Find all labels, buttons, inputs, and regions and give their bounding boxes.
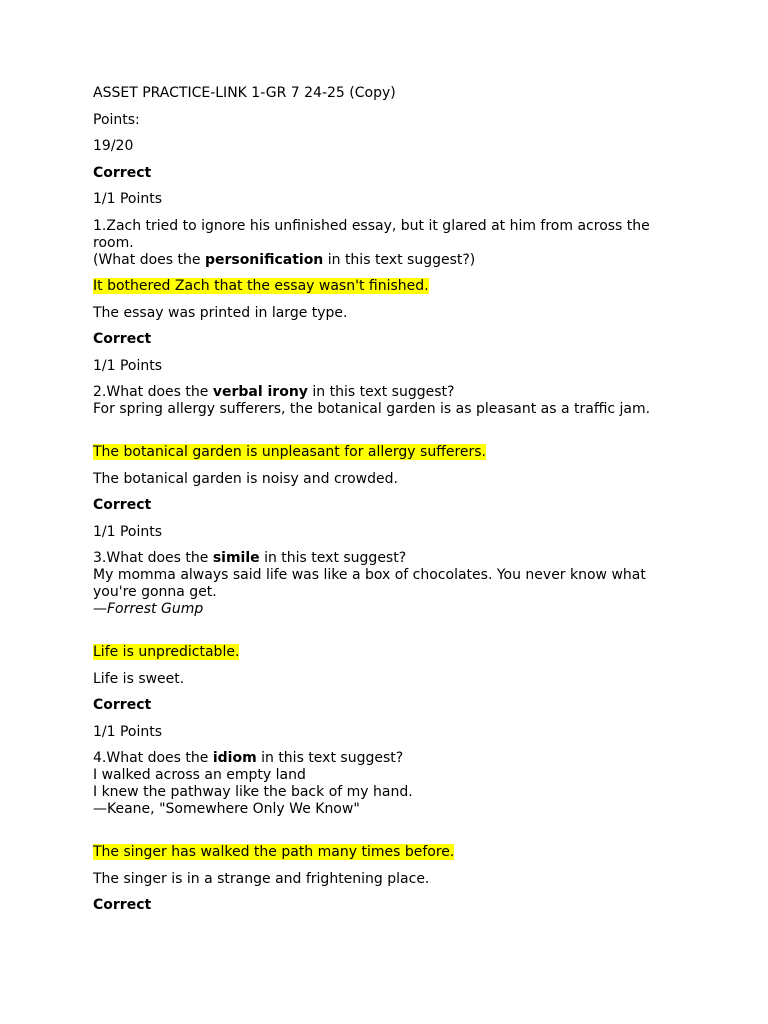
question-term: idiom bbox=[212, 750, 257, 766]
question-block-3 bbox=[93, 497, 673, 688]
points-value: 1/1 Points bbox=[93, 357, 163, 374]
other-answer: The botanical garden is noisy and crowded. bbox=[93, 470, 398, 487]
selected-answer: It bothered Zach that the essay wasn't finished. bbox=[93, 278, 429, 294]
status-correct: Correct bbox=[93, 331, 152, 347]
question-text: 2.What does the verbal irony in this text suggest? For spring allergy sufferers, the botanical garden is as pleasant as a traffic jam. bbox=[93, 384, 651, 417]
other-answer: Life is sweet. bbox=[93, 670, 185, 687]
status-correct: Correct bbox=[93, 897, 152, 913]
points-value: 1/1 Points bbox=[93, 191, 163, 207]
status-correct: Correct bbox=[93, 697, 152, 713]
selected-answer: The singer has walked the path many times before. bbox=[93, 844, 455, 860]
status-correct: Correct bbox=[93, 164, 152, 181]
other-answer: The singer is in a strange and frightening place. bbox=[93, 870, 430, 887]
selected-answer: Life is unpredictable. bbox=[93, 644, 240, 660]
document-content bbox=[93, 85, 673, 924]
points-value: 1/1 Points bbox=[93, 723, 163, 740]
question-text: 4.What does the idiom in this text suggest? I walked across an empty land I knew the pathway like the back of my hand. —Keane, "Somewhere Only We Know" bbox=[93, 750, 413, 817]
question-text: 3.What does the simile in this text suggest? My momma always said life was like a box of chocolates. You never know what you're gonna get. —Forrest Gump bbox=[93, 550, 646, 617]
points-value: 1/1 Points bbox=[93, 523, 163, 540]
status-correct: Correct bbox=[93, 497, 152, 513]
question-block-1 bbox=[93, 165, 673, 322]
document-title: ASSET PRACTICE-LINK 1-GR 7 24-25 (Copy) bbox=[93, 85, 396, 101]
points-label: Points: bbox=[93, 111, 140, 128]
selected-answer: The botanical garden is unpleasant for allergy sufferers. bbox=[93, 444, 487, 460]
question-term: verbal irony bbox=[212, 384, 308, 400]
question-term: simile bbox=[212, 550, 260, 566]
other-answer: The essay was printed in large type. bbox=[93, 304, 348, 321]
score-value: 19/20 bbox=[93, 138, 134, 154]
quote-attribution: Forrest Gump bbox=[107, 601, 204, 617]
question-term: personification bbox=[204, 251, 324, 268]
question-text: 1.Zach tried to ignore his unfinished essay, but it glared at him from across the room. (What does the personification in this text suggest?) bbox=[93, 217, 650, 268]
question-block-2 bbox=[93, 331, 673, 488]
question-block-4 bbox=[93, 697, 673, 888]
